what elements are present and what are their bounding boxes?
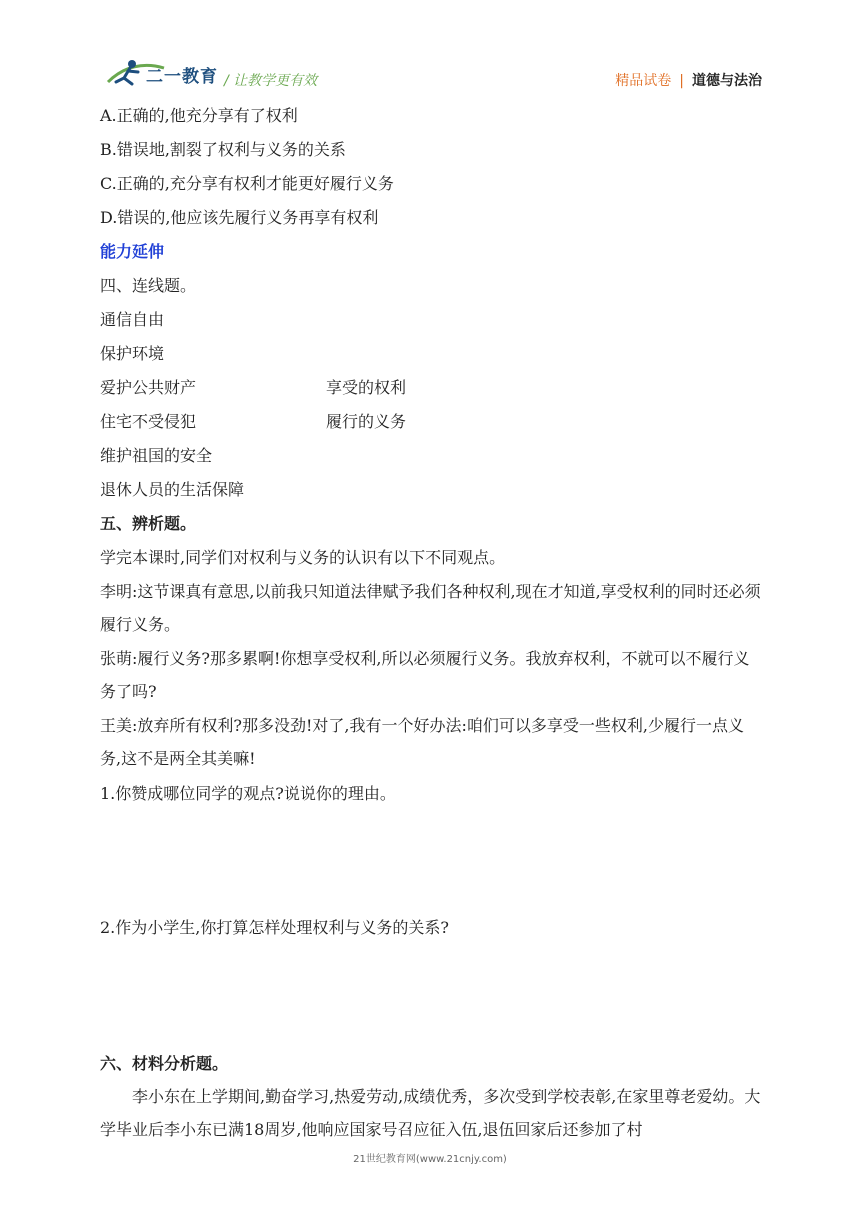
question-2: 2.作为小学生,你打算怎样处理权利与义务的关系?: [100, 918, 449, 937]
header-separator: |: [679, 73, 684, 89]
section5-title: 五、辨析题。: [100, 514, 197, 533]
match-right-item: 履行的义务: [326, 412, 407, 431]
section6-title: 六、材料分析题。: [100, 1054, 229, 1073]
tag-subject: 道德与法治: [692, 73, 762, 89]
match-left-item: 通信自由: [100, 310, 165, 329]
match-left-item: 退休人员的生活保障: [100, 480, 245, 499]
match-left-item: 保护环境: [100, 344, 165, 363]
statement-zhangmeng: 张萌:履行义务?那多累啊!你想享受权利,所以必须履行义务。我放弃权利，不就可以不履行义务了吗?: [100, 649, 750, 701]
option-b: B.错误地,割裂了权利与义务的关系: [100, 140, 346, 159]
match-left-item: 爱护公共财产: [100, 378, 197, 397]
question-1: 1.你赞成哪位同学的观点?说说你的理由。: [100, 784, 396, 803]
option-c: C.正确的,充分享有权利才能更好履行义务: [100, 174, 394, 193]
section5-intro: 学完本课时,同学们对权利与义务的认识有以下不同观点。: [100, 548, 506, 567]
tag-premium-paper: 精品试卷: [615, 73, 672, 89]
match-left-item: 住宅不受侵犯: [100, 412, 197, 431]
match-left-item: 维护祖国的安全: [100, 446, 213, 465]
section4-title: 四、连线题。: [100, 276, 197, 295]
brand-name: 二一教育: [146, 67, 218, 87]
header-tags: [615, 70, 762, 90]
match-right-item: 享受的权利: [326, 378, 407, 397]
page-footer: 21世纪教育网(www.21cnjy.com): [353, 1154, 507, 1165]
statement-wangmei: 王美:放弃所有权利?那多没劲!对了,我有一个好办法:咱们可以多享受一些权利,少履行一点义务,这不是两全其美嘛!: [100, 716, 744, 768]
option-d: D.错误的,他应该先履行义务再享有权利: [100, 208, 379, 227]
statement-liming: 李明:这节课真有意思,以前我只知道法律赋予我们各种权利,现在才知道,享受权利的同时还必须履行义务。: [100, 582, 761, 634]
brand-slogan: / 让教学更有效: [224, 73, 318, 89]
section-ability-heading: 能力延伸: [100, 242, 165, 261]
option-a: A.正确的,他充分享有了权利: [100, 106, 298, 125]
material-paragraph: 李小东在上学期间,勤奋学习,热爱劳动,成绩优秀，多次受到学校表彰,在家里尊老爱幼。大学毕业后李小东已满18周岁,他响应国家号召应征入伍,退伍回家后还参加了村: [100, 1087, 761, 1139]
page-header: [0, 0, 860, 100]
